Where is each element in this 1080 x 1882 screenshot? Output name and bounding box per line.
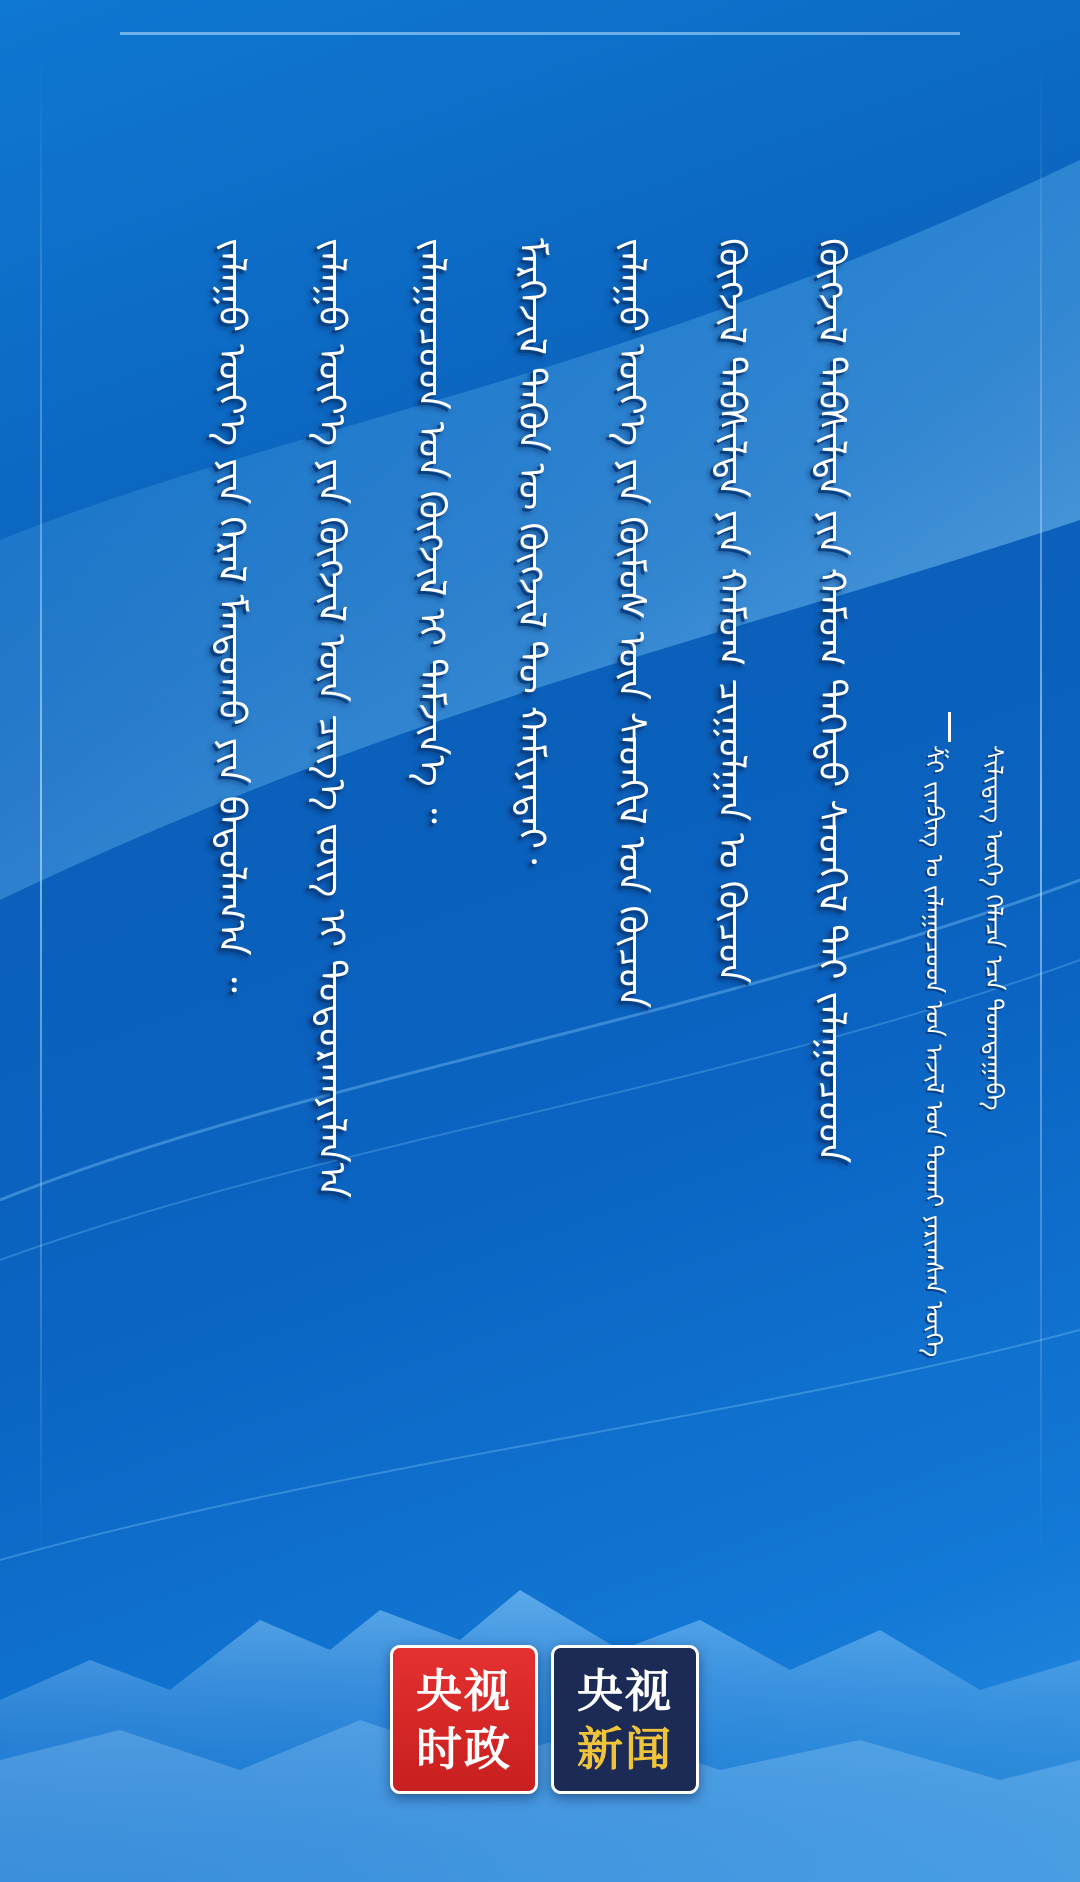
frame-left-line bbox=[40, 60, 42, 1560]
cctv-politics-logo bbox=[390, 1645, 538, 1794]
logo-line: 新闻 bbox=[577, 1721, 673, 1776]
attribution-dash bbox=[948, 712, 951, 742]
quote-column: ᠵᠠᠯᠠᠭᠤᠴᠤᠳ ᠤᠨ ᠬᠥᠭᠵᠢᠯ ᠢ ᠳᠡᠮᠵᠢᠨ᠎ᠡ ᠃ bbox=[410, 238, 454, 824]
frame-right-line bbox=[1040, 60, 1042, 1560]
attribution-line: ᠰᠢᠯᠢᠳᠡᠭ ᠦᠭᠡ ᠬᠡᠯᠡᠴᠡ ᠡᠴᠡ ᠲᠣᠭᠲᠠᠭᠠᠪᠠ bbox=[980, 745, 1008, 1111]
logo-line: 央视 bbox=[416, 1663, 512, 1718]
quote-column: ᠬᠥᠭᠵᠢᠯ ᠳᠡᠪᠰᠢᠯᠲᠡ ᠶᠢᠨ ᠬᠠᠮᠤᠭ ᠴᠢᠭᠤᠯᠭᠠᠨ ᠤ ᠬᠦᠴᠦᠨ bbox=[710, 238, 754, 984]
logo-line: 央视 bbox=[577, 1663, 673, 1718]
quote-column: ᠮᠡᠷᠭᠡᠵᠢᠯ ᠲᠡᠭᠦᠨ ᠦ ᠬᠥᠭᠵᠢᠯ ᠲᠦ ᠬᠠᠮᠢᠶᠠᠲᠠᠢ᠂ bbox=[510, 238, 554, 865]
logo-line: 时政 bbox=[416, 1721, 512, 1776]
quote-column: ᠬᠥᠭᠵᠢᠯ ᠳᠡᠪᠰᠢᠯᠲᠡ ᠶᠢᠨ ᠬᠠᠮᠤᠭ ᠳᠡᠭᠡᠳᠦ ᠰᠡᠳᠬᠢᠯ ᠲᠠᠢ ᠵᠠᠯᠠᠭᠤᠴᠤᠳ bbox=[810, 238, 854, 1164]
quote-column: ᠵᠠᠯᠠᠭᠤ ᠦᠶ᠎ᠡ ᠶᠢᠨ ᠬᠦᠮᠦᠰ ᠦᠨ ᠰᠡᠳᠬᠢᠯ ᠤᠨ ᠬᠦᠴᠦᠨ bbox=[610, 238, 654, 1009]
frame-top-line bbox=[120, 32, 960, 35]
cctv-news-logo bbox=[551, 1645, 699, 1794]
quote-column: ᠵᠠᠯᠠᠭᠤ ᠦᠶ᠎ᠡ ᠶᠢᠨ ᠭᠡᠷᠡᠯ ᠮᠠᠨᠳᠤᠬᠤ ᠶᠢᠨ ᠪᠠᠲᠤᠯᠠᠭ᠎ᠠ ᠃ bbox=[210, 238, 254, 993]
attribution-line: ᠱᠢ ᠵᠢᠨᠫᠢᠩ ᠤ ᠵᠠᠯᠠᠭᠤᠴᠤᠳ ᠤᠨ ᠠᠵᠢᠯ ᠤᠨ ᠲᠤᠬᠠᠢ ᠶᠠᠷᠢᠭᠰᠠᠨ ᠦᠭᠡ bbox=[920, 745, 948, 1358]
quote-column: ᠵᠠᠯᠠᠭᠤ ᠦᠶ᠎ᠡ ᠶᠢᠨ ᠬᠥᠭᠵᠢᠯ ᠦᠨ ᠴᠢᠭ᠎ᠡ ᠵᠦᠭ ᠢ ᠲᠣᠳᠣᠷᠬᠠᠶᠢᠯᠠᠨ᠎ᠠ bbox=[310, 238, 354, 1199]
